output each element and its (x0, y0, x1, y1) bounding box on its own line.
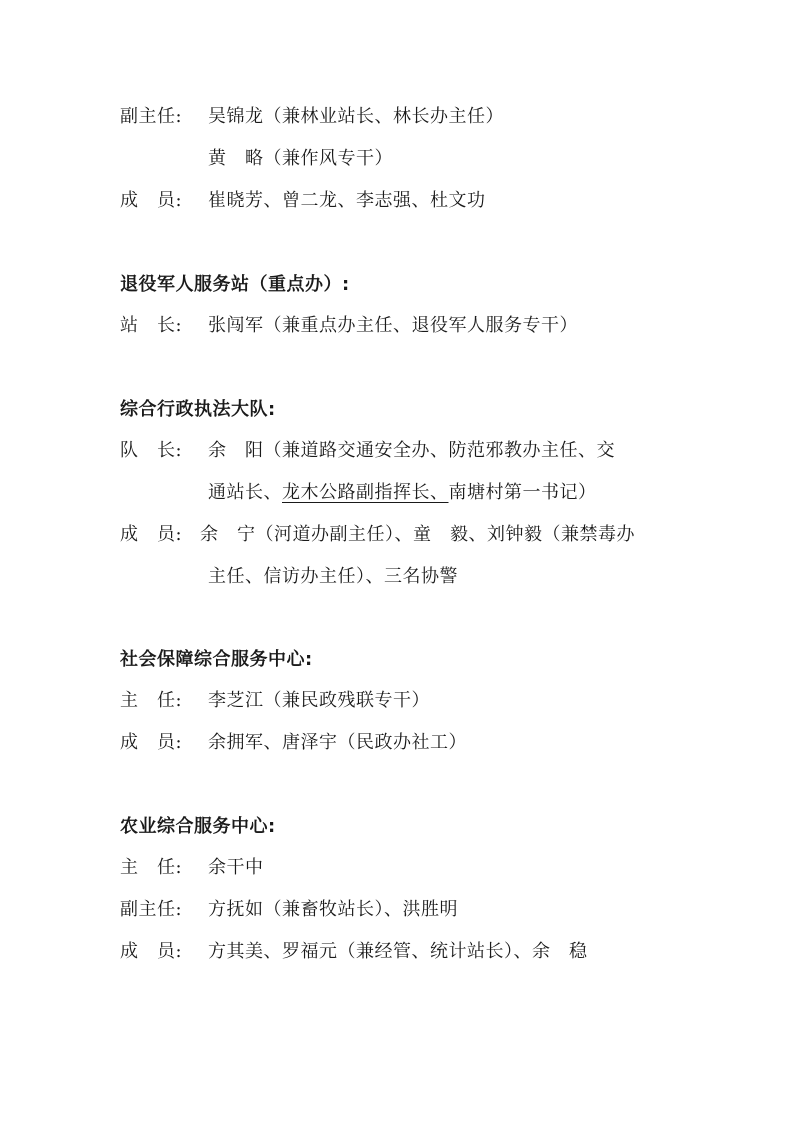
vice-director-note: （兼林业站长、林长办主任） (263, 106, 504, 127)
captain-note-row-2 (208, 478, 597, 508)
vice-director-label: 副主任: (120, 106, 183, 127)
agri-section-title: 农业综合服务中心: (120, 816, 276, 837)
vice-director-row (120, 102, 504, 132)
social-director-name: 李芝江 (208, 690, 264, 711)
agri-vice-director-names: 方抚如（兼畜牧站长）、洪胜明 (208, 899, 458, 920)
vice-director-2-name: 黄 略 (208, 148, 264, 169)
social-director-row (120, 686, 430, 716)
social-members-row (120, 728, 467, 758)
enforcement-members-row (120, 520, 635, 550)
captain-label: 队 长: (120, 440, 183, 461)
agri-vice-director-row (120, 895, 458, 925)
veterans-head-name: 张闯军 (208, 315, 264, 336)
agri-members-label: 成 员: (120, 941, 183, 962)
veterans-section-title: 退役军人服务站（重点办）: (120, 274, 350, 295)
forestry-members-names: 崔晓芳、曾二龙、李志强、杜文功 (208, 190, 486, 211)
captain-note-underlined: 龙木公路副指挥长、 (282, 482, 449, 503)
agri-director-row (120, 853, 264, 883)
captain-name: 余 阳 (208, 440, 264, 461)
agri-director-name: 余干中 (208, 857, 264, 878)
social-section-title: 社会保障综合服务中心: (120, 649, 313, 670)
forestry-members-label: 成 员: (120, 190, 183, 211)
enforcement-section-title: 综合行政执法大队: (120, 399, 276, 420)
agri-vice-director-label: 副主任: (120, 899, 183, 920)
captain-note-line1: （兼道路交通安全办、防范邪教办主任、交 (263, 440, 615, 461)
vice-director-2-note: （兼作风专干） (263, 148, 393, 169)
veterans-head-label: 站 长: (120, 315, 183, 336)
social-members-names: 余拥军、唐泽宇（民政办社工） (208, 732, 467, 753)
social-director-note: （兼民政残联专干） (263, 690, 430, 711)
veterans-head-row (120, 311, 578, 341)
vice-director-name: 吴锦龙 (208, 106, 264, 127)
agri-members-row (120, 937, 588, 967)
captain-row (120, 436, 615, 466)
agri-members-names: 方其美、罗福元（兼经管、统计站长）、余 稳 (208, 941, 588, 962)
enforcement-members-line1: 余 宁（河道办副主任）、童 毅、刘钟毅（兼禁毒办 (200, 524, 635, 545)
vice-director-2-row (208, 144, 393, 174)
captain-note-post: 南塘村第一书记） (448, 482, 597, 503)
captain-note-pre: 通站长、 (208, 482, 282, 503)
agri-director-label: 主 任: (120, 857, 183, 878)
social-director-label: 主 任: (120, 690, 183, 711)
enforcement-members-row-2: 主任、信访办主任）、三名协警 (208, 566, 458, 587)
forestry-members-row (120, 186, 486, 216)
veterans-head-note: （兼重点办主任、退役军人服务专干） (263, 315, 578, 336)
enforcement-members-label: 成 员: (120, 524, 183, 545)
social-members-label: 成 员: (120, 732, 183, 753)
